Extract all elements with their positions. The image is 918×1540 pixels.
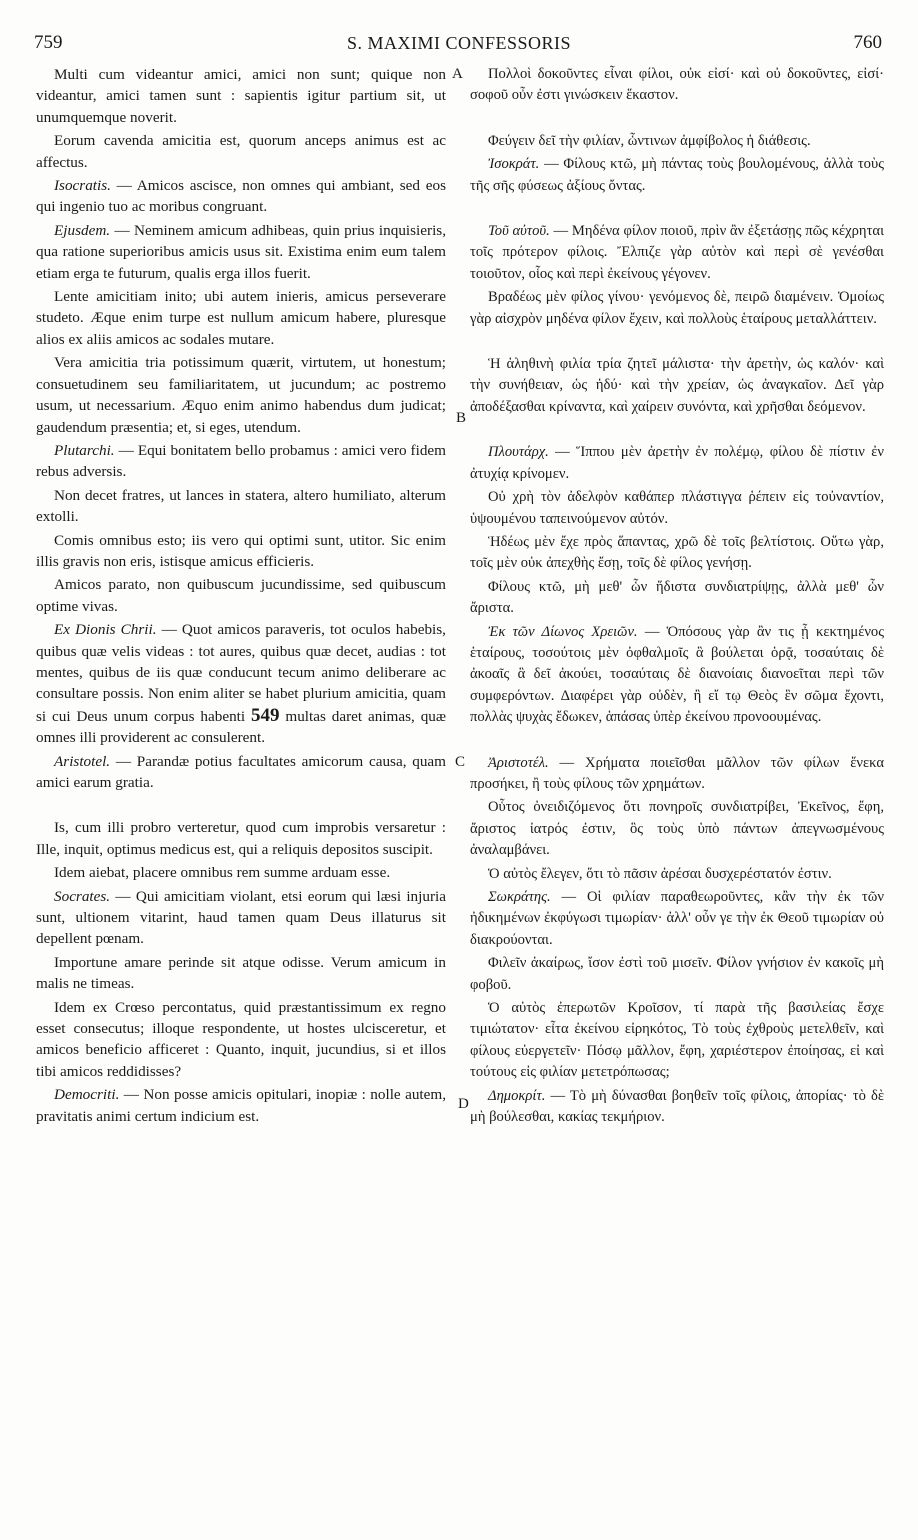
paragraph-text: — Ἵππου μὲν ἀρετὴν ἐν πολέμῳ, φίλου δὲ πίστιν ἐν ἀτυχίᾳ κρίνομεν. xyxy=(470,444,884,482)
section-marker-d: D xyxy=(458,1096,469,1112)
paragraph-text: — Amicos ascisce, non omnes qui ambiant, sed eos qui ingenio tuo ac moribus congruant. xyxy=(36,177,446,216)
paragraph-text: Βραδέως μὲν φίλος γίνου· γενόμενος δὲ, πειρῶ διαμένειν. Ὁμοίως γὰρ αἰσχρὸν μηδένα φίλον ἔχειν, καὶ πολλοὺς ἑταίρους μεταλλάττειν. xyxy=(470,289,884,327)
running-header xyxy=(0,30,918,60)
greek-paragraph xyxy=(470,221,884,285)
paragraph-text: — Neminem amicum adhibeas, quin prius inquisieris, qua ratione superioribus amicis usus sit. Existima enim eum talem etiam erga te futurum, qualis erga illos fuerit. xyxy=(36,221,446,282)
latin-column xyxy=(36,64,446,1129)
greek-paragraph xyxy=(470,64,884,107)
greek-paragraph xyxy=(470,864,884,885)
latin-paragraph xyxy=(36,862,446,883)
running-title: S. MAXIMI CONFESSORIS xyxy=(346,33,572,53)
latin-paragraph xyxy=(36,997,446,1083)
paragraph-text: — Τὸ μὴ δύνασθαι βοηθεῖν τοῖς φίλοις, ἀπορίας· τὸ δὲ μὴ βούλεσθαι, κακίας τεκμήριον. xyxy=(470,1087,884,1126)
paragraph-text: Vera amicitia tria potissimum quærit, virtutem, ut honestum; consuetudinem seu familiaritatem, ut jucundum; ac postremo usum, ut necessarium. Æquo enim animo habendus dum judicat; gaudendum præsentia; et, si eges, utendum. xyxy=(36,354,446,436)
author-attribution: Σωκράτης. xyxy=(488,889,551,905)
section-marker-b: B xyxy=(456,410,467,426)
paragraph-text: Importune amare perinde sit atque odisse. Verum amicum in malis ne timeas. xyxy=(36,953,446,993)
paragraph-text: Comis omnibus esto; iis vero qui optimi sunt, utitor. Sic enim illis gravis non eris, istisque amicus efficieris. xyxy=(36,531,446,570)
paragraph-text: — Qui amicitiam violant, etsi eorum qui læsi injuria sunt, ultionem vitarint, haud tamen quam Deus illaturus sit depellent pœnam. xyxy=(36,887,446,948)
latin-paragraph xyxy=(36,286,446,350)
greek-paragraph xyxy=(470,287,884,330)
greek-paragraph xyxy=(470,797,884,861)
greek-paragraph xyxy=(470,998,884,1084)
paragraph-text: — Ὁπόσους γὰρ ἂν τις ᾖ κεκτημένος ἑταίρους, τοσούτοις μὲν ὀφθαλμοῖς ἃ βούλεται ὁρᾷ, τοσαύταις δὲ ἀκοαῖς ἃ δεῖ ἀκούει, τοσαύταις δὲ διανοίαις διανοεῖται περὶ τῶν συμφερόντων. Διαφέρει γὰρ οὐδὲν, ἢ εἴ τῳ Θεὸς ἓν σῶμα ἔχοντι, πολλὰς ψυχὰς ἔδωκεν, ἁπάσας ὑπὲρ ἐκείνου προνοουμένας. xyxy=(470,623,884,726)
author-attribution: Plutarchi. xyxy=(54,441,115,459)
author-attribution: Democriti. xyxy=(54,1086,120,1104)
latin-paragraph xyxy=(36,352,446,438)
greek-column xyxy=(470,64,884,1130)
greek-paragraph xyxy=(470,577,884,620)
paragraph-text: Lente amicitiam inito; ubi autem inieris, amicus perseverare studeto. Æque enim turpe est nullum amicum habere, pluresque alios ex aliis amicos ac sodales mutare. xyxy=(36,288,446,348)
paragraph-text: Ἡ ἀληθινὴ φιλία τρία ζητεῖ μάλιστα· τὴν ἀρετὴν, ὡς καλόν· καὶ τὴν συνήθειαν, ὡς ἡδύ· καὶ τὴν χρείαν, ὡς ἀναγκαῖον. Δεῖ γὰρ ἀποδέξασθαι κρίναντα, καὶ χαίρειν συνόντα, καὶ χρῆσθαι δεόμενον. xyxy=(470,356,884,415)
paragraph-gap xyxy=(36,795,446,817)
latin-paragraph xyxy=(36,220,446,284)
greek-paragraph xyxy=(470,154,884,197)
paragraph-text: Φίλους κτῶ, μὴ μεθ' ὧν ἥδιστα συνδιατρίψῃς, ἀλλὰ μεθ' ὧν ἄριστα. xyxy=(470,578,884,617)
paragraph-text-continued: multas daret animas, quæ omnes illi providerent ac consulerent. xyxy=(36,707,447,747)
paragraph-text: — Quot amicos paraveris, tot oculos habebis, quibus quæ velis videas : tot aures, quibus quæ decet, audias : tot mentes, quibus de iis quæ conducunt tecum animo deliberare ac consultare possis. Non enim aliter se habet plurium amicitia, quam si cui Deus unum corpus habenti xyxy=(36,621,446,725)
greek-paragraph xyxy=(470,487,884,530)
latin-paragraph xyxy=(36,1084,446,1127)
latin-paragraph xyxy=(36,751,446,794)
paragraph-text: — Equi bonitatem bello probamus : amici vero fidem rebus adversis. xyxy=(36,441,446,481)
latin-paragraph xyxy=(36,440,446,483)
section-marker-c: C xyxy=(455,754,466,770)
author-attribution: Ex Dionis Chrii. xyxy=(54,621,157,639)
author-attribution: Socrates. xyxy=(54,887,111,905)
paragraph-text: — Οἱ φιλίαν παραθεωροῦντες, κἂν τὴν ἐκ τῶν ἠδικημένων ἐκφύγωσι τιμωρίαν· ἀλλ' οὖν γε τὴν ἐκ Θεοῦ τιμωρίαν οὐ διακρούονται. xyxy=(470,889,884,948)
greek-paragraph xyxy=(470,753,884,796)
author-attribution: Πλουτάρχ. xyxy=(488,444,549,461)
paragraph-text: Non decet fratres, ut lances in statera, altero humiliato, alterum extolli. xyxy=(36,486,446,526)
author-attribution: Ἰσοκράτ. xyxy=(488,156,540,173)
paragraph-text: Πολλοὶ δοκοῦντες εἶναι φίλοι, οὐκ εἰσί· καὶ οὐ δοκοῦντες, εἰσί· σοφοῦ οὖν ἐστι γινώσκειν ἕκαστον. xyxy=(470,66,884,104)
paragraph-gap xyxy=(470,199,884,221)
paragraph-text: Idem aiebat, placere omnibus rem summe arduam esse. xyxy=(54,864,391,882)
author-attribution: Ἀριστοτέλ. xyxy=(488,754,549,771)
greek-paragraph xyxy=(470,953,884,996)
greek-paragraph xyxy=(470,354,884,418)
latin-paragraph xyxy=(36,485,446,528)
paragraph-gap xyxy=(470,731,884,753)
paragraph-text: — Non posse amicis opitulari, inopiæ : nolle autem, pravitatis animi certum indicium est. xyxy=(36,1086,446,1125)
paragraph-text: — Μηδένα φίλον ποιοῦ, πρὶν ἂν ἐξετάσῃς πῶς κέχρηται τοῖς πρότερον φίλοις. Ἔλπιζε γὰρ αὐτὸν καὶ περὶ σὲ γενέσθαι τοιοῦτον, οἷος καὶ περὶ ἐκείνους γέγονεν. xyxy=(470,223,884,282)
column-number: 549 xyxy=(251,704,280,726)
greek-paragraph xyxy=(470,1086,884,1129)
paragraph-text: — Parandæ potius facultates amicorum causa, quam amici earum gratia. xyxy=(36,752,446,791)
paragraph-text: Οὐ χρὴ τὸν ἀδελφὸν καθάπερ πλάστιγγα ῥέπειν εἰς τοὐναντίον, ὑψουμένου ταπεινούμενον αὐτόν. xyxy=(470,489,884,527)
latin-paragraph xyxy=(36,574,446,617)
greek-paragraph xyxy=(470,887,884,951)
page-number-right: 760 xyxy=(853,32,882,53)
latin-paragraph xyxy=(36,130,446,173)
latin-paragraph xyxy=(36,817,446,860)
latin-paragraph xyxy=(36,952,446,995)
author-attribution: Ejusdem. xyxy=(54,221,111,239)
paragraph-text: — Φίλους κτῶ, μὴ πάντας τοὺς βουλομένους, ἀλλὰ τοὺς τῆς σῆς φύσεως ἀξίους ὄντας. xyxy=(470,156,884,194)
author-attribution: Ἐκ τῶν Δίωνος Χρειῶν. xyxy=(488,623,638,640)
latin-paragraph xyxy=(36,530,446,573)
latin-paragraph xyxy=(36,619,446,748)
paragraph-gap xyxy=(470,109,884,131)
greek-paragraph xyxy=(470,442,884,485)
paragraph-gap xyxy=(470,420,884,442)
paragraph-text: Ὁ αὐτὸς ἔλεγεν, ὅτι τὸ πᾶσιν ἀρέσαι δυσχερέστατόν ἐστιν. xyxy=(488,865,832,882)
latin-paragraph xyxy=(36,64,446,128)
latin-paragraph xyxy=(36,886,446,950)
latin-paragraph xyxy=(36,175,446,218)
greek-paragraph xyxy=(470,532,884,575)
paragraph-text: Multi cum videantur amici, amici non sunt; quique non videantur, amici tamen sunt : sapientis igitur partium sit, ut unumquemque noverit. xyxy=(36,66,446,126)
paragraph-text: Amicos parato, non quibuscum jucundissime, sed quibuscum optime vivas. xyxy=(36,576,446,615)
paragraph-text: — Χρήματα ποιεῖσθαι μᾶλλον τῶν φίλων ἕνεκα προσήκει, ἢ τοὺς φίλους τῶν χρημάτων. xyxy=(470,754,884,792)
paragraph-text: Idem ex Crœso percontatus, quid præstantissimum ex regno esset consecutus; illoque respondente, ut hostes ulcisceretur, et amicos beneficio afficeret : Quanto, inquit, jucundius, si et illos tibi amicos reddidisses? xyxy=(36,998,446,1080)
greek-paragraph xyxy=(470,131,884,152)
paragraph-text: Οὗτος ὀνειδιζόμενος ὅτι πονηροῖς συνδιατρίβει, Ἐκεῖνος, ἔφη, ἄριστος ἰατρός ἐστιν, ὃς τοὺς ὑπὸ πάντων ἀπεγνωσμένους ἀναλαμβάνει. xyxy=(470,799,884,859)
author-attribution: Δημοκρίτ. xyxy=(488,1087,546,1104)
paragraph-text: Eorum cavenda amicitia est, quorum anceps animus est ac affectus. xyxy=(36,132,446,171)
author-attribution: Τοῦ αὐτοῦ. xyxy=(488,223,550,240)
paragraph-text: Ὁ αὐτὸς ἐπερωτῶν Κροῖσον, τί παρὰ τῆς βασιλείας ἔσχε τιμιώτατον· εἶτα ἐκείνου εἰρηκότος, Τὸ τοὺς ἐχθροὺς μετελθεῖν, καὶ φίλους εὐεργετεῖν· Πόσῳ μᾶλλον, ἔφη, χαριέστερον ἐποίησας, εἰ καὶ τούτους εἰς φιλίαν μετετρόπωσας; xyxy=(470,1000,884,1081)
author-attribution: Isocratis. xyxy=(54,177,111,195)
page-number-left: 759 xyxy=(34,32,63,53)
greek-paragraph xyxy=(470,622,884,729)
section-marker-a: A xyxy=(452,66,463,82)
paragraph-gap xyxy=(470,332,884,354)
paragraph-text: Is, cum illi probro verteretur, quod cum improbis versaretur : Ille, inquit, optimus medicus est, qui a reliquis depositos suscipit. xyxy=(36,819,446,858)
author-attribution: Aristotel. xyxy=(54,752,111,770)
paragraph-text: Φιλεῖν ἀκαίρως, ἴσον ἐστὶ τοῦ μισεῖν. Φίλον γνήσιον ἐν κακοῖς μὴ φοβοῦ. xyxy=(470,955,884,993)
paragraph-text: Ἡδέως μὲν ἔχε πρὸς ἅπαντας, χρῶ δὲ τοῖς βελτίστοις. Οὕτω γὰρ, τοῖς μὲν οὐκ ἀπεχθὴς ἔσῃ, τοῖς δὲ φίλος γενήσῃ. xyxy=(470,533,884,572)
paragraph-text: Φεύγειν δεῖ τὴν φιλίαν, ὧντινων ἀμφίβολος ἡ διάθεσις. xyxy=(488,132,811,149)
